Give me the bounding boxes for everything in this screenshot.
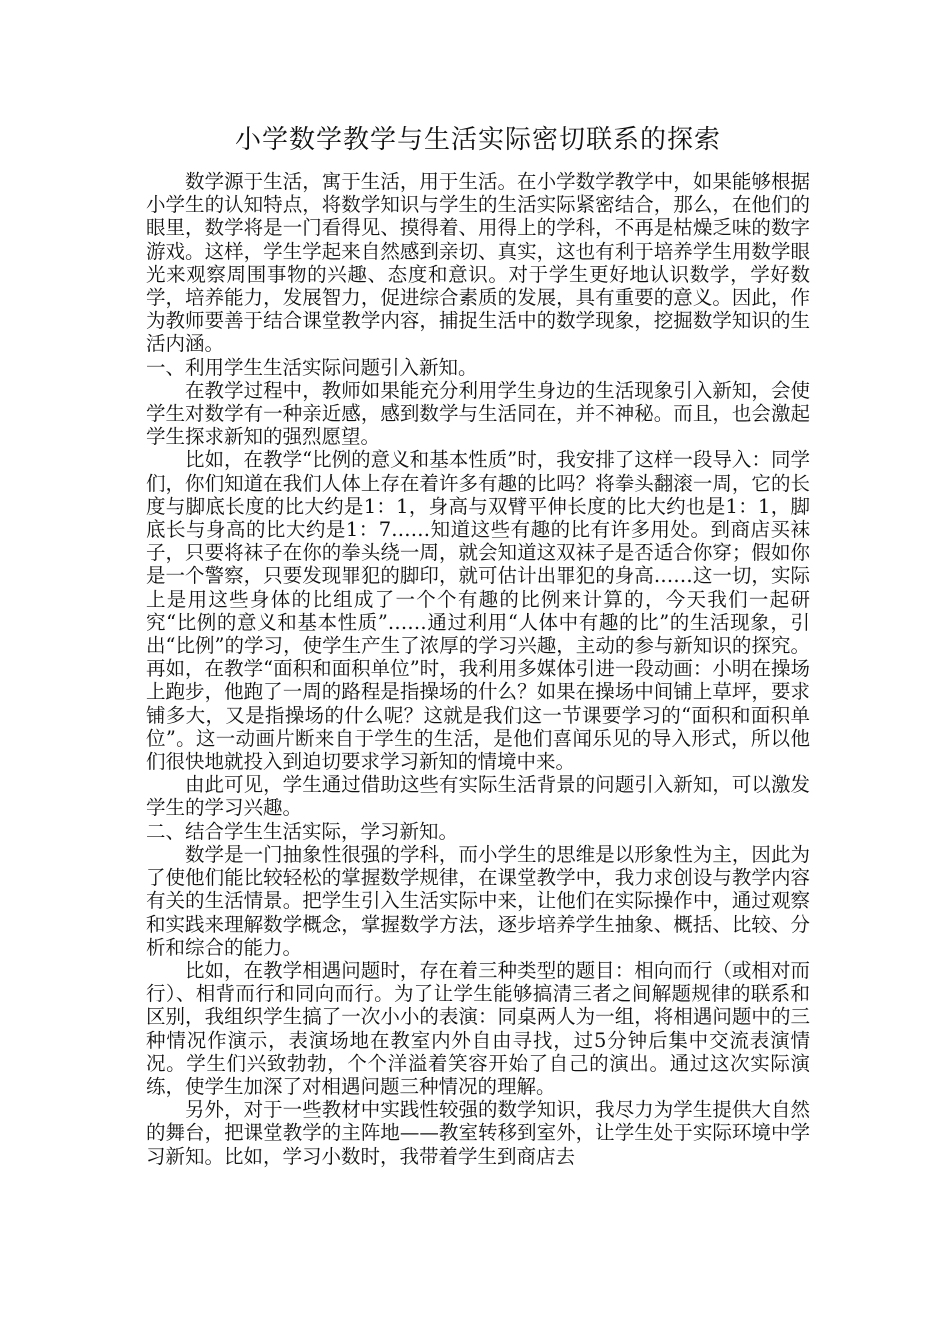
section-heading-1: 一、利用学生生活实际问题引入新知。 [146,355,478,379]
paragraph-section1-2: 比如，在教学“比例的意义和基本性质”时，我安排了这样一段导入：同学们，你们知道在我们人体上存在着许多有趣的比吗？将拳头翻滚一周，它的长度与脚底长度的比大约是1：1，身高与双臂平伸长度的比大约也是1：1，脚底长与身高的比大约是1：7……知道这些有趣的比有许多用处。到商店买袜子，只要将袜子在你的拳头绕一周，就会知道这双袜子是否适合你穿；假如你是一个警察，只要发现罪犯的脚印，就可估计出罪犯的身高……这一切，实际上是用这些身体的比组成了一个个有趣的比例来计算的，今天我们一起研究“比例的意义和基本性质”……通过利用“人体中有趣的比”的生活现象，引出“比例”的学习，使学生产生了浓厚的学习兴趣，主动的参与新知识的探究。再如，在教学“面积和面积单位”时，我利用多媒体引进一段动画：小明在操场上跑步，他跑了一周的路程是指操场的什么？如果在操场中间铺上草坪，要求铺多大，又是指操场的什么呢？这就是我们这一节课要学习的“面积和面积单位”。这一动画片断来自于学生的生活，是他们喜闻乐见的导入形式，所以他们很快地就投入到迫切要求学习新知的情境中来。 [146,448,810,774]
document-title: 小学数学教学与生活实际密切联系的探索 [234,125,721,155]
section-heading-2: 二、结合学生生活实际，学习新知。 [146,819,459,843]
paragraph-section2-2: 比如，在教学相遇问题时，存在着三种类型的题目：相向而行（或相对而行）、相背而行和同向而行。为了让学生能够搞清三者之间解题规律的联系和区别，我组织学生搞了一次小小的表演：同桌两人为一组，将相遇问题中的三种情况作演示，表演场地在教室内外自由寻找，过5分钟后集中交流表演情况。学生们兴致勃勃，个个洋溢着笑容开始了自己的演出。通过这次实际演练，使学生加深了对相遇问题三种情况的理解。 [146,958,810,1098]
document-page [146,118,810,1168]
paragraph-section2-1: 数学是一门抽象性很强的学科，而小学生的思维是以形象性为主，因此为了使他们能比较轻松的掌握数学规律，在课堂教学中，我力求创设与教学内容有关的生活情景。把学生引入生活实际中来，让他们在实际操作中，通过观察和实践来理解数学概念，掌握数学方法，逐步培养学生抽象、概括、比较、分析和综合的能力。 [146,842,810,959]
paragraph-section1-1: 在教学过程中，教师如果能充分利用学生身边的生活现象引入新知，会使学生对数学有一种亲近感，感到数学与生活同在，并不神秘。而且，也会激起学生探求新知的强烈愿望。 [146,378,810,449]
paragraph-section1-3: 由此可见，学生通过借助这些有实际生活背景的问题引入新知，可以激发学生的学习兴趣。 [146,773,810,820]
paragraph-section2-3: 另外，对于一些教材中实践性较强的数学知识，我尽力为学生提供大自然的舞台，把课堂教学的主阵地——教室转移到室外，让学生处于实际环境中学习新知。比如，学习小数时，我带着学生到商店去 [146,1098,810,1168]
paragraph-intro: 数学源于生活，寓于生活，用于生活。在小学数学教学中，如果能够根据小学生的认知特点，将数学知识与学生的生活实际紧密结合，那么，在他们的眼里，数学将是一门看得见、摸得着、用得上的学科，不再是枯燥乏味的数字游戏。这样，学生学起来自然感到亲切、真实，这也有利于培养学生用数学眼光来观察周围事物的兴趣、态度和意识。对于学生更好地认识数学，学好数学，培养能力，发展智力，促进综合素质的发展，具有重要的意义。因此，作为教师要善于结合课堂教学内容，捕捉生活中的数学现象，挖掘数学知识的生活内涵。 [146,170,810,356]
